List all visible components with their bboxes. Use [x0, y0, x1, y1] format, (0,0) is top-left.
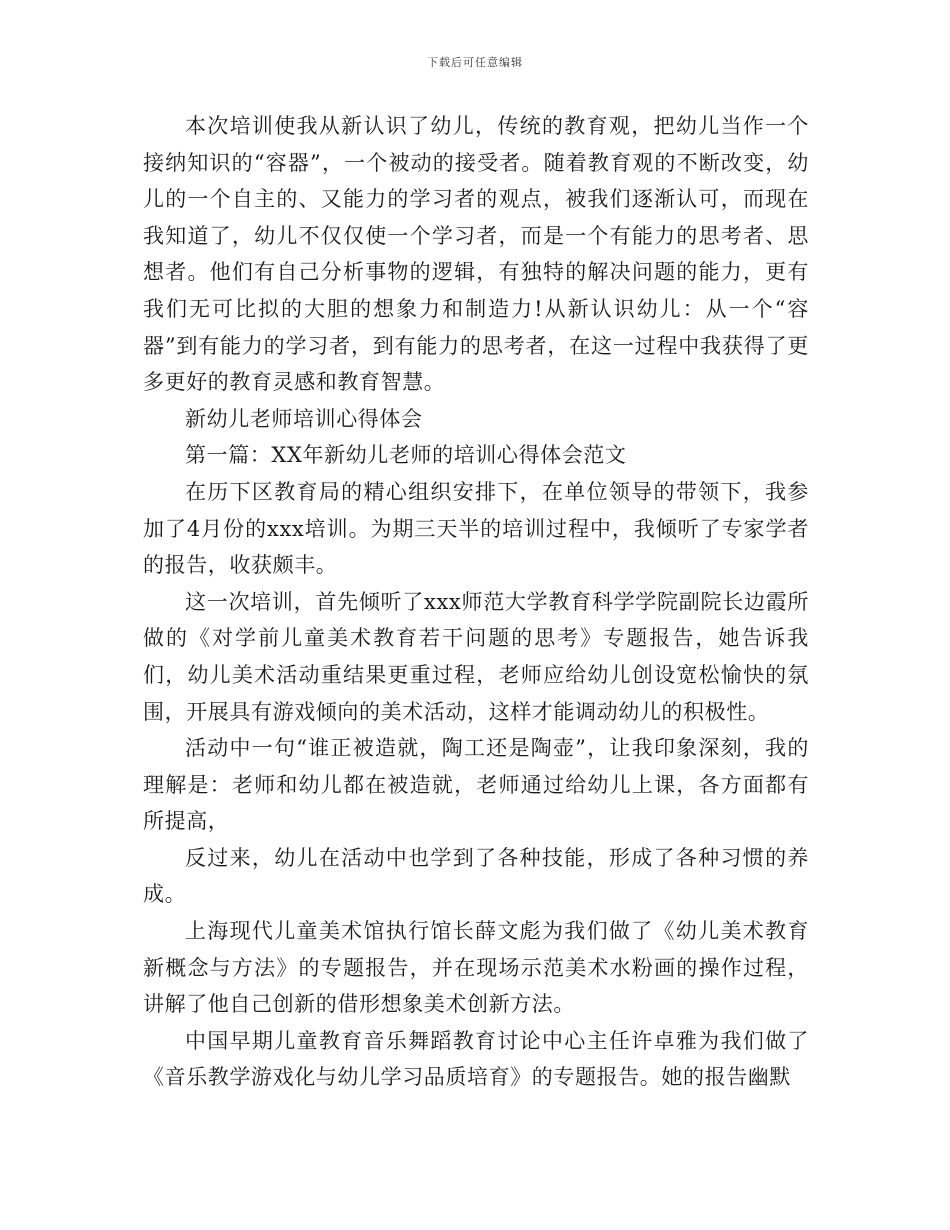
- paragraph-3: 第一篇：XX年新幼儿老师的培训心得体会范文: [185, 443, 627, 468]
- paragraph-8: 上海现代儿童美术馆执行馆长薛文彪为我们做了《幼儿美术教育新概念与方法》的专题报告，并在现场示范美术水粉画的操作过程，讲解了他自己创新的借形想象美术创新方法。: [143, 919, 809, 1017]
- paragraph-7: 反过来，幼儿在活动中也学到了各种技能，形成了各种习惯的养成。: [143, 845, 809, 907]
- paragraph-9: 中国早期儿童教育音乐舞蹈教育讨论中心主任许卓雅为我们做了《音乐教学游戏化与幼儿学习品质培育》的专题报告。她的报告幽默: [143, 1028, 809, 1090]
- paragraph-1: 本次培训使我从新认识了幼儿，传统的教育观，把幼儿当作一个接纳知识的“容器”，一个被动的接受者。随着教育观的不断改变，幼儿的一个自主的、又能力的学习者的观点，被我们逐渐认可，而现在我知道了，幼儿不仅仅使一个学习者，而是一个有能力的思考者、思想者。他们有自己分析事物的逻辑，有独特的解决问题的能力，更有我们无可比拟的大胆的想象力和制造力!从新认识幼儿：从一个“容器”到有能力的学习者，到有能力的思考者，在这一过程中我获得了更多更好的教育灵感和教育智慧。: [143, 114, 809, 395]
- paragraph-6: 活动中一句“谁正被造就，陶工还是陶壶”，让我印象深刻，我的理解是：老师和幼儿都在被造就，老师通过给幼儿上课，各方面都有所提高，: [143, 736, 809, 834]
- paragraph-5: 这一次培训，首先倾听了xxx师范大学教育科学学院副院长边霞所做的《对学前儿童美术教育若干问题的思考》专题报告，她告诉我们，幼儿美术活动重结果更重过程，老师应给幼儿创设宽松愉快的氛围，开展具有游戏倾向的美术活动，这样才能调动幼儿的积极性。: [143, 589, 809, 724]
- paragraph-2: 新幼儿老师培训心得体会: [185, 406, 423, 431]
- paragraph-4: 在历下区教育局的精心组织安排下，在单位领导的带领下，我参加了4月份的xxx培训。为期三天半的培训过程中，我倾听了专家学者的报告，收获颇丰。: [143, 479, 809, 578]
- page-header-note: 下载后可任意编辑: [427, 56, 523, 69]
- document-body: [143, 108, 809, 1096]
